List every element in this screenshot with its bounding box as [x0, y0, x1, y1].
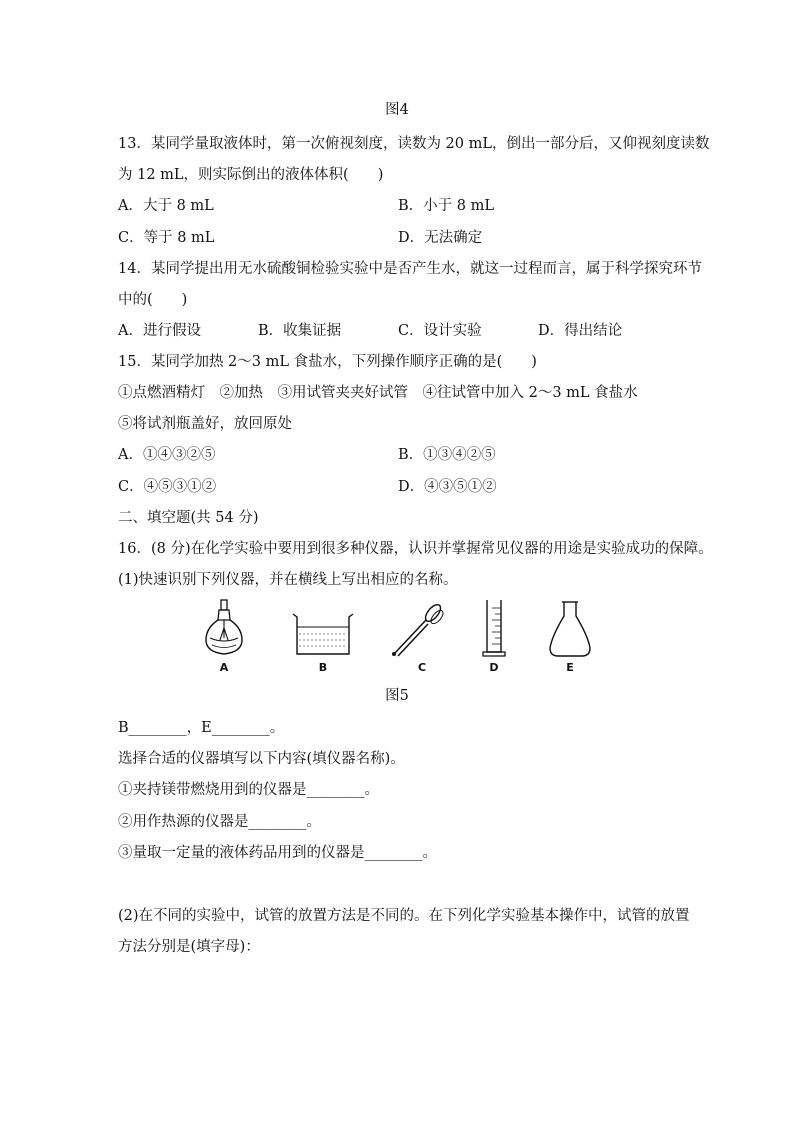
instrument-c-label: C — [417, 661, 427, 674]
instrument-d — [474, 598, 514, 674]
instrument-a-label: A — [219, 661, 229, 674]
q16-sub-3: ③量取一定量的液体药品用到的仪器是________。 — [118, 845, 437, 861]
q13-option-a: A．大于 8 mL — [118, 198, 214, 214]
q15-line-2: ①点燃酒精灯 ②加热 ③用试管夹夹好试管 ④往试管中加入 2～3 mL 食盐水 — [118, 385, 638, 401]
figure-5-instruments — [190, 598, 610, 688]
q15-line-3: ⑤将试剂瓶盖好，放回原处 — [118, 416, 292, 432]
instrument-b — [290, 598, 356, 674]
conical-flask-icon — [546, 598, 594, 660]
q16-part2-line-1: (2)在不同的实验中，试管的放置方法是不同的。在下列化学实验基本操作中，试管的放置 — [118, 908, 690, 924]
q13-line-2: 为 12 mL，则实际倒出的液体体积( ) — [118, 167, 384, 183]
q14-line-2: 中的( ) — [118, 292, 188, 308]
q14-option-d: D．得出结论 — [538, 323, 623, 339]
instrument-a — [200, 598, 248, 674]
q16-prompt: 选择合适的仪器填写以下内容(填仪器名称)。 — [118, 751, 405, 767]
q14-option-b: B．收集证据 — [258, 323, 342, 339]
q16-line-1: 16．(8 分)在化学实验中要用到很多种仪器，认识并掌握常见仪器的用途是实验成功的保障。 — [118, 541, 713, 557]
q13-option-c: C．等于 8 mL — [118, 230, 215, 246]
q13-line-1: 13．某同学量取液体时，第一次俯视刻度，读数为 20 mL，倒出一部分后，又仰视刻度读数 — [118, 136, 710, 152]
q14-option-c: C．设计实验 — [398, 323, 482, 339]
q16-part2-line-2: 方法分别是(填字母)： — [118, 939, 260, 955]
q16-line-2: (1)快速识别下列仪器，并在横线上写出相应的名称。 — [118, 572, 458, 588]
q16-sub-2: ②用作热源的仪器是________。 — [118, 814, 321, 830]
q15-option-c: C．④⑤③①② — [118, 479, 217, 495]
q14-line-1: 14．某同学提出用无水硫酸铜检验实验中是否产生水，就这一过程而言，属于科学探究环节 — [118, 261, 702, 277]
q15-option-d: D．④③⑤①② — [398, 479, 497, 495]
crucible-tongs-icon — [386, 598, 446, 660]
q16-answer-line: B________，E________。 — [118, 720, 285, 736]
q15-line-1: 15．某同学加热 2～3 mL 食盐水，下列操作顺序正确的是( ) — [118, 354, 537, 370]
instrument-e — [546, 598, 594, 674]
instrument-d-label: D — [489, 661, 499, 674]
figure-5-caption: 图5 — [385, 688, 409, 704]
q15-option-a: A．①④③②⑤ — [118, 447, 216, 463]
graduated-cylinder-icon — [474, 598, 514, 660]
beaker-icon — [290, 598, 356, 660]
instrument-b-label: B — [318, 661, 328, 674]
instrument-c — [386, 598, 446, 674]
instrument-e-label: E — [566, 661, 574, 674]
section-2-heading: 二、填空题(共 54 分) — [118, 510, 259, 526]
q14-option-a: A．进行假设 — [118, 323, 201, 339]
alcohol-lamp-icon — [200, 598, 248, 660]
q15-option-b: B．①③④②⑤ — [398, 447, 496, 463]
q13-option-b: B．小于 8 mL — [398, 198, 494, 214]
q13-option-d: D．无法确定 — [398, 230, 483, 246]
q16-sub-1: ①夹持镁带燃烧用到的仪器是________。 — [118, 782, 379, 798]
figure-4-caption: 图4 — [385, 102, 409, 118]
